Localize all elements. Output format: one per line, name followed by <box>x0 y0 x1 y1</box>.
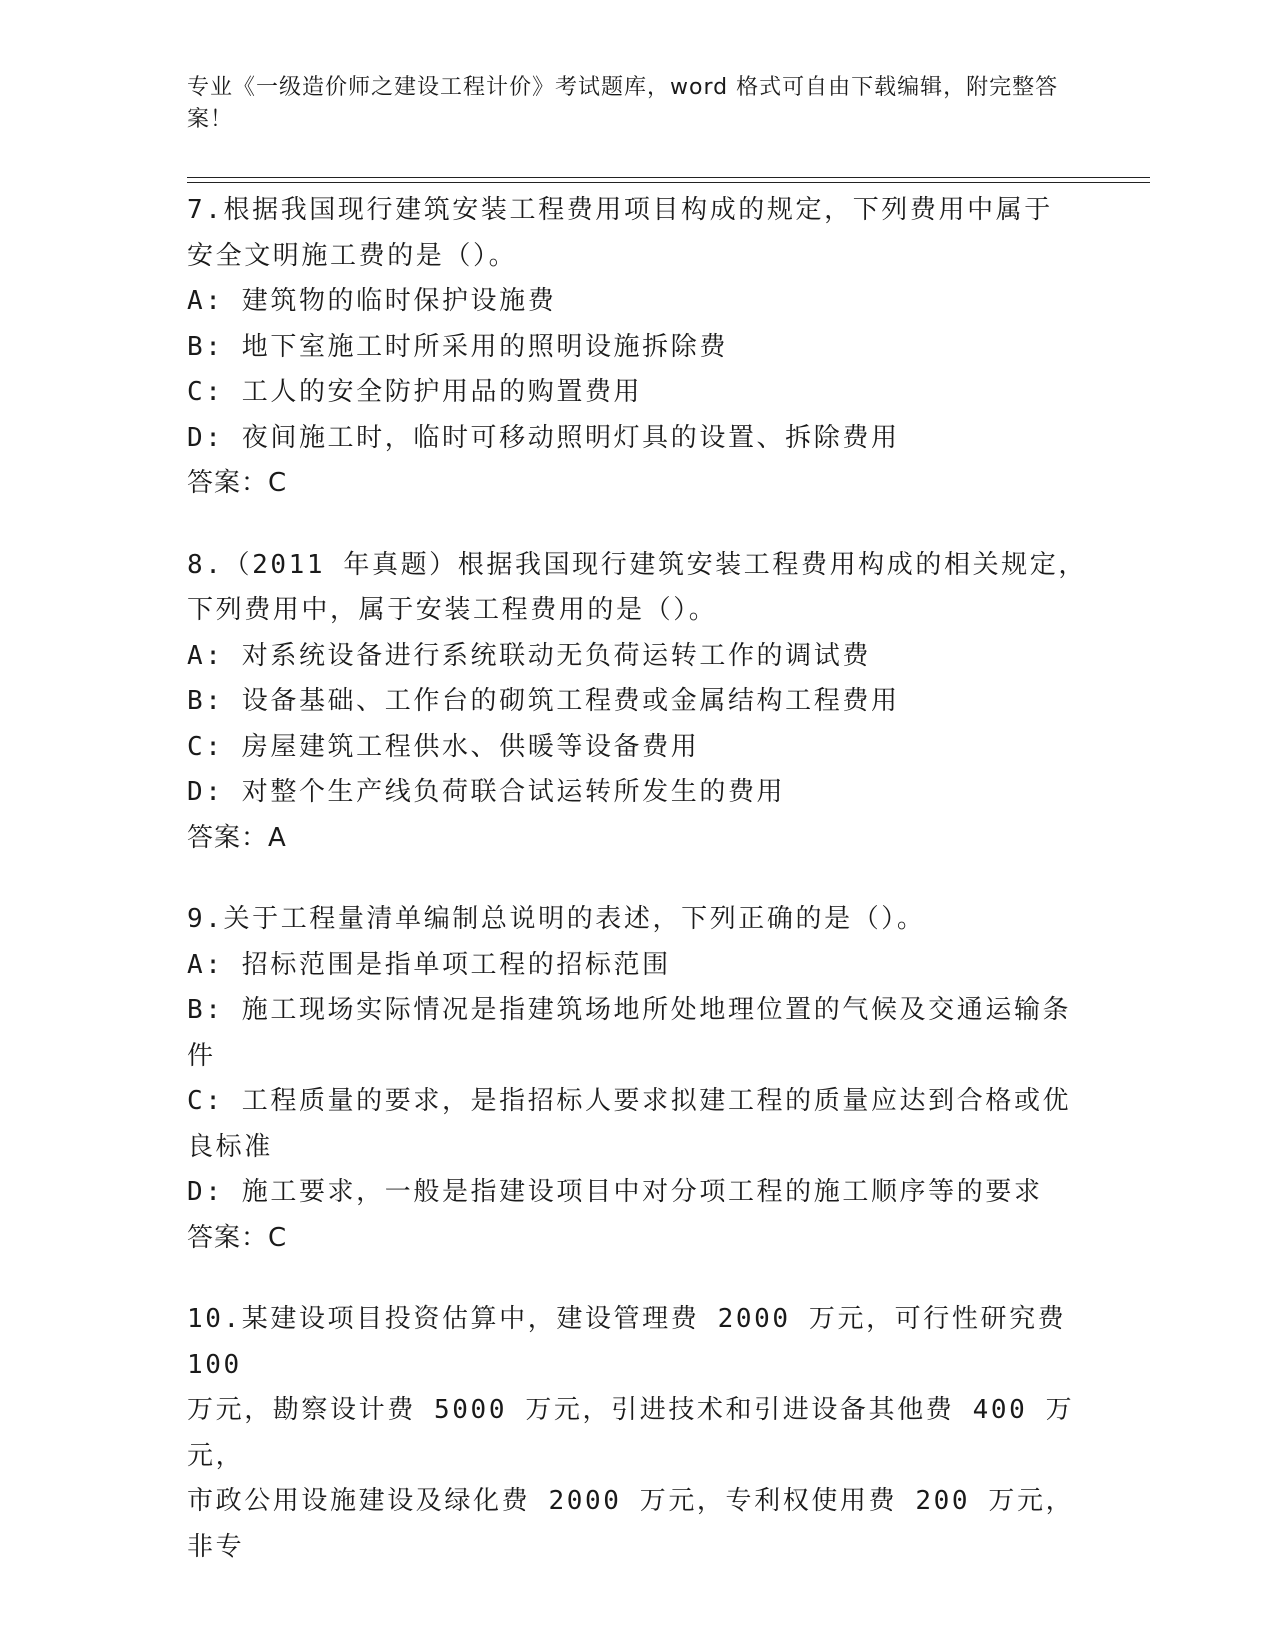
option-line: C: 工程质量的要求，是指招标人要求拟建工程的质量应达到合格或优 <box>187 1086 1072 1116</box>
question-list <box>187 188 1087 1606</box>
question-stem-line: 10.某建设项目投资估算中，建设管理费 2000 万元，可行性研究费 100 <box>187 1304 1085 1380</box>
question-block <box>187 897 1087 1261</box>
option-line: D: 夜间施工时，临时可移动照明灯具的设置、拆除费用 <box>187 422 900 453</box>
question-stem-line: 8.（2011 年真题）根据我国现行建筑安装工程费用构成的相关规定， <box>187 549 1087 580</box>
option-line: A: 建筑物的临时保护设施费 <box>187 286 557 316</box>
question-stem-line: 万元，勘察设计费 5000 万元，引进技术和引进设备其他费 400 万元， <box>187 1395 1075 1471</box>
answer-line: 答案：C <box>187 468 288 498</box>
option-line: B: 施工现场实际情况是指建筑场地所处地理位置的气候及交通运输条 <box>187 995 1072 1025</box>
option-line: D: 对整个生产线负荷联合试运转所发生的费用 <box>187 777 786 807</box>
question-stem-line: 7.根据我国现行建筑安装工程费用项目构成的规定，下列费用中属于 <box>187 195 1053 225</box>
option-line: 良标准 <box>187 1131 273 1162</box>
question-block <box>187 1297 1087 1570</box>
option-line: C: 工人的安全防护用品的购置费用 <box>187 377 643 407</box>
option-line: D: 施工要求，一般是指建设项目中对分项工程的施工顺序等的要求 <box>187 1177 1043 1207</box>
option-line: 件 <box>187 1040 216 1071</box>
answer-line: 答案：A <box>187 822 287 853</box>
option-line: A: 对系统设备进行系统联动无负荷运转工作的调试费 <box>187 640 871 671</box>
question-stem-line: 安全文明施工费的是（）。 <box>187 240 518 271</box>
document-header: 专业《一级造价师之建设工程计价》考试题库，word 格式可自由下载编辑，附完整答案！ <box>187 75 1059 132</box>
option-line: B: 地下室施工时所采用的照明设施拆除费 <box>187 331 728 362</box>
header-rule-bottom <box>187 182 1150 183</box>
answer-line: 答案：C <box>187 1222 288 1253</box>
option-line: A: 招标范围是指单项工程的招标范围 <box>187 949 671 980</box>
option-line: B: 设备基础、工作台的砌筑工程费或金属结构工程费用 <box>187 686 900 716</box>
question-block <box>187 188 1087 507</box>
option-line: C: 房屋建筑工程供水、供暖等设备费用 <box>187 731 700 762</box>
question-stem-line: 市政公用设施建设及绿化费 2000 万元，专利权使用费 200 万元，非专 <box>187 1486 1075 1562</box>
question-block <box>187 543 1087 862</box>
question-stem-line: 下列费用中，属于安装工程费用的是（）。 <box>187 595 718 625</box>
header-rule-top <box>187 177 1150 178</box>
question-stem-line: 9.关于工程量清单编制总说明的表述，下列正确的是（）。 <box>187 904 926 934</box>
